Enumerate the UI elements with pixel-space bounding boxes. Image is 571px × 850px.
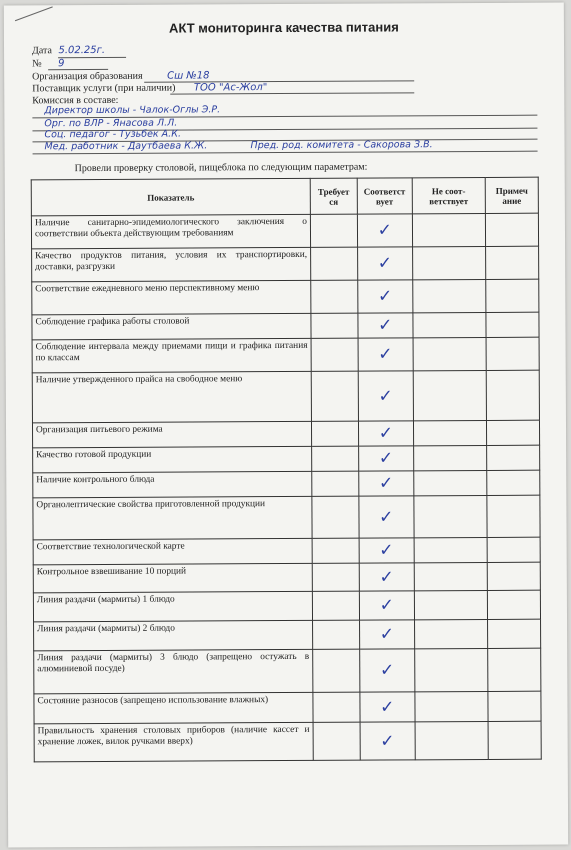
row-indicator: Качество продуктов питания, условия их транспортировки, доставки, разгрузки xyxy=(32,247,311,281)
table-row xyxy=(32,420,539,448)
row-required xyxy=(312,471,359,496)
commission-label: Комиссия в составе: xyxy=(32,94,119,107)
row-note xyxy=(488,619,541,648)
row-indicator: Правильность хранения столовых приборов (наличие кассет и хранение ложек, вилок ручками вверх) xyxy=(34,722,313,761)
row-required xyxy=(311,371,358,421)
table-row xyxy=(32,370,539,423)
number-label: № xyxy=(32,58,42,70)
table-row xyxy=(34,691,541,724)
row-note xyxy=(488,691,541,721)
row-required xyxy=(313,692,360,722)
row-not-complies xyxy=(415,691,488,721)
row-required xyxy=(311,247,358,280)
org-value: Сш №18 xyxy=(167,70,210,82)
row-indicator: Состояние разносов (запрещено использование влажных) xyxy=(34,692,313,723)
row-indicator: Органолептические свойства приготовленной продукции xyxy=(33,496,312,539)
row-indicator: Линия раздачи (мармиты) 2 блюдо xyxy=(34,620,313,650)
check-mark: ✓ xyxy=(359,620,414,649)
row-not-complies xyxy=(413,370,487,420)
row-note xyxy=(486,312,539,337)
row-note xyxy=(486,337,539,370)
pen-mark xyxy=(15,6,53,21)
row-not-complies xyxy=(413,470,486,495)
col-complies: Соответст вует xyxy=(357,178,412,214)
row-indicator: Качество готовой продукции xyxy=(33,446,312,472)
table-row xyxy=(33,445,540,473)
check-mark: ✓ xyxy=(358,338,413,371)
col-required: Требует ся xyxy=(310,178,357,214)
check-mark: ✓ xyxy=(359,591,414,620)
row-not-complies xyxy=(414,562,487,590)
row-note xyxy=(487,495,540,537)
row-note xyxy=(486,370,539,420)
row-required xyxy=(310,214,357,247)
row-note xyxy=(488,721,541,759)
row-required xyxy=(312,620,359,649)
table-row xyxy=(33,537,540,565)
commission-member-1: Директор школы - Чалок-Оглы Э.Р. xyxy=(44,104,221,117)
row-note xyxy=(487,445,540,470)
check-mark: ✓ xyxy=(359,563,414,591)
row-note xyxy=(487,537,540,562)
row-not-complies xyxy=(414,648,488,691)
check-mark: ✓ xyxy=(360,692,415,722)
check-mark: ✓ xyxy=(357,214,412,247)
row-not-complies xyxy=(412,246,485,279)
row-note xyxy=(487,470,540,495)
supplier-underline xyxy=(170,92,414,94)
row-note xyxy=(486,246,539,279)
row-required xyxy=(313,722,360,760)
row-not-complies xyxy=(412,213,485,246)
col-indicator: Показатель xyxy=(31,178,310,215)
row-note xyxy=(487,562,540,590)
commission-member-5: Пред. род. комитета - Сакорова З.В. xyxy=(250,139,433,152)
table-row xyxy=(32,246,539,282)
row-note xyxy=(487,590,540,619)
row-required xyxy=(311,280,358,313)
row-required xyxy=(311,313,358,338)
row-required xyxy=(312,496,359,538)
row-note xyxy=(487,420,540,445)
document-title: АКТ мониторинга качества питания xyxy=(168,19,399,36)
row-indicator: Наличие контрольного блюда xyxy=(33,471,312,497)
row-indicator: Линия раздачи (мармиты) 1 блюдо xyxy=(33,591,312,621)
check-mark: ✓ xyxy=(360,722,415,760)
row-indicator: Контрольное взвешивание 10 порций xyxy=(33,563,312,592)
number-value: 9 xyxy=(58,58,65,70)
row-required xyxy=(312,563,359,591)
row-not-complies xyxy=(413,337,486,370)
row-required xyxy=(311,338,358,371)
row-not-complies xyxy=(414,495,488,537)
table-row xyxy=(32,337,539,373)
row-indicator: Соответствие ежедневного меню перспективному меню xyxy=(32,280,311,314)
row-not-complies xyxy=(413,445,486,470)
col-not-complies: Не соот- ветствует xyxy=(412,177,485,213)
row-indicator: Наличие санитарно-эпидемиологического заключения о соответствии объекта действующим требованиям xyxy=(31,214,310,248)
supplier-label: Поставщик услуги (при наличии) xyxy=(32,82,176,95)
check-mark: ✓ xyxy=(358,371,413,421)
date-underline xyxy=(58,57,126,58)
row-indicator: Организация питьевого режима xyxy=(32,421,311,447)
row-required xyxy=(312,591,359,620)
row-indicator: Соответствие технологической карте xyxy=(33,538,312,564)
number-line xyxy=(32,58,64,69)
row-indicator: Соблюдение интервала между приемами пищи и графика питания по классам xyxy=(32,338,311,372)
row-note xyxy=(485,213,538,246)
date-line xyxy=(32,45,105,56)
check-mark: ✓ xyxy=(359,538,414,563)
check-mark: ✓ xyxy=(359,496,414,538)
monitoring-table xyxy=(31,177,542,763)
table-row xyxy=(34,721,541,762)
check-mark: ✓ xyxy=(358,421,413,446)
check-mark: ✓ xyxy=(357,247,412,280)
commission-member-3: Соц. педагог - Тузьбек А.К. xyxy=(44,128,181,141)
org-label: Организация образования xyxy=(32,70,143,83)
check-mark: ✓ xyxy=(358,280,413,313)
table-row xyxy=(34,619,541,651)
document-sheet xyxy=(4,3,568,848)
date-value: 5.02.25г. xyxy=(58,44,106,57)
row-not-complies xyxy=(413,420,486,445)
row-required xyxy=(311,421,358,446)
check-mark: ✓ xyxy=(359,649,414,692)
check-mark: ✓ xyxy=(358,313,413,338)
row-indicator: Соблюдение графика работы столовой xyxy=(32,313,311,339)
row-note xyxy=(486,279,539,312)
table-row xyxy=(33,495,540,540)
row-not-complies xyxy=(412,279,485,312)
row-not-complies xyxy=(414,619,487,648)
row-required xyxy=(312,446,359,471)
row-indicator: Наличие утвержденного прайса на свободное меню xyxy=(32,371,311,422)
col-note: Примеч ание xyxy=(485,177,538,213)
commission-member-2: Орг. по ВЛР - Янасова Л.Л. xyxy=(44,117,178,130)
date-label: Дата xyxy=(32,45,53,57)
check-mark: ✓ xyxy=(359,471,414,496)
row-not-complies xyxy=(415,721,488,759)
table-row xyxy=(33,470,540,498)
row-required xyxy=(313,649,360,692)
table-row xyxy=(32,279,539,315)
intro-text: Провели проверку столовой, пищеблока по следующим параметрам: xyxy=(74,161,368,175)
table-row xyxy=(32,312,539,340)
row-note xyxy=(488,648,541,691)
row-indicator: Линия раздачи (мармиты) 3 блюдо (запрещено остужать в алюминиевой посуде) xyxy=(34,649,313,693)
table-row xyxy=(33,590,540,622)
row-not-complies xyxy=(414,590,487,619)
table-header-row xyxy=(31,177,538,216)
commission-member-4: Мед. работник - Даутбаева К.Ж. xyxy=(44,140,208,153)
table-row xyxy=(31,213,538,249)
table-row xyxy=(34,648,541,694)
row-not-complies xyxy=(414,537,487,562)
row-required xyxy=(312,538,359,563)
supplier-value: ТОО "Ас-Жол" xyxy=(193,82,268,94)
table-row xyxy=(33,562,540,593)
row-not-complies xyxy=(413,312,486,337)
check-mark: ✓ xyxy=(358,446,413,471)
